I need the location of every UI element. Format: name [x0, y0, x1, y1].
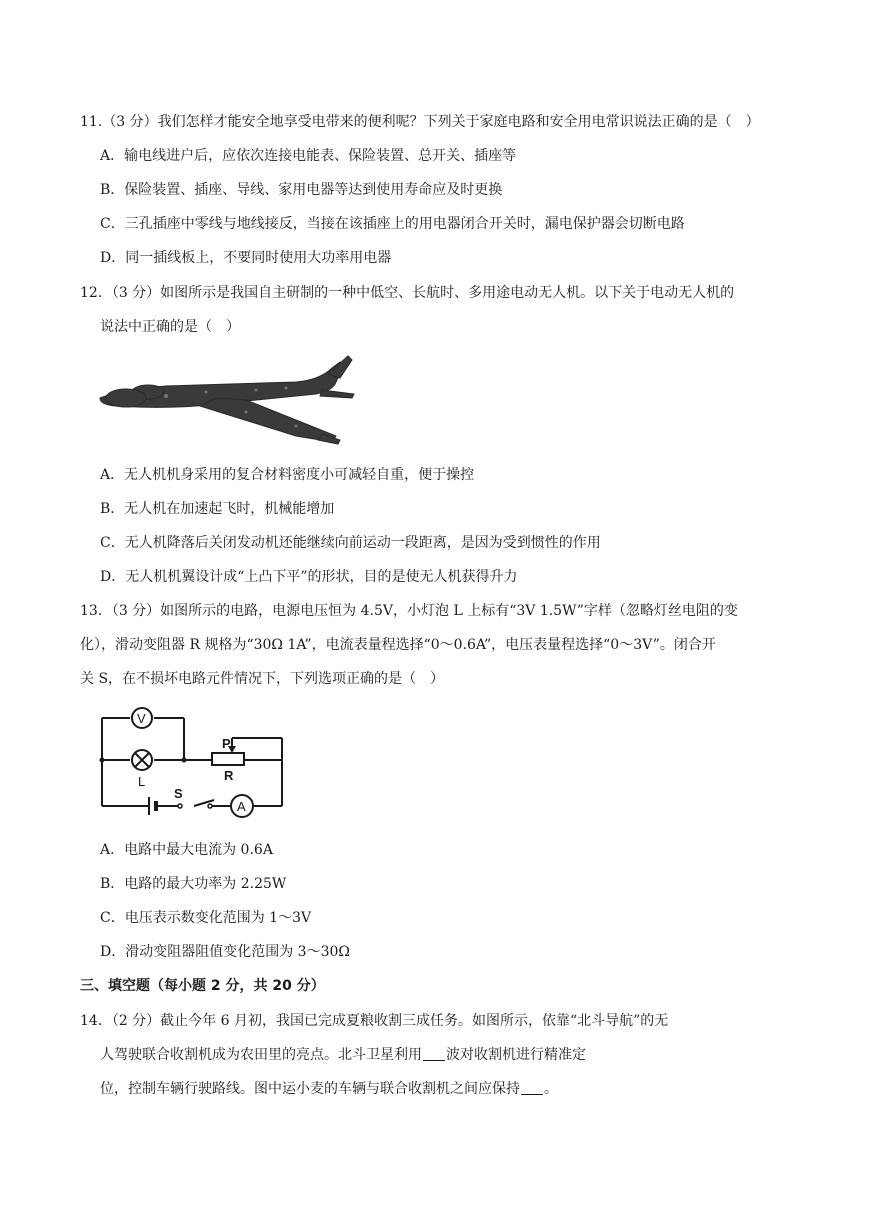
q11-option-a: A．输电线进户后，应依次连接电能表、保险装置、总开关、插座等 [100, 148, 517, 164]
q12-option-d: D．无人机机翼设计成“上凸下平”的形状，目的是使无人机获得升力 [100, 569, 518, 585]
q12-stem-line2: 说法中正确的是（ ） [100, 319, 240, 335]
q14-line3-text-a: 位，控制车辆行驶路线。图中运小麦的车辆与联合收割机之间应保持 [100, 1081, 520, 1097]
q12-option-a: A．无人机机身采用的复合材料密度小可减轻自重，便于操控 [100, 467, 475, 483]
switch-label: S [174, 786, 183, 801]
switch-contact [178, 804, 182, 808]
circuit-wires [102, 718, 282, 806]
answer-blank [521, 1080, 543, 1095]
rheostat-symbol [212, 753, 244, 765]
battery-symbol [149, 797, 156, 815]
rheostat-label: R [224, 768, 234, 783]
junction-dot [100, 758, 105, 763]
q13-option-d: D．滑动变阻器阻值变化范围为 3～30Ω [100, 944, 351, 960]
q11-option-d: D．同一插线板上，不要同时使用大功率用电器 [100, 250, 392, 266]
q14-line2-text-a: 人驾驶联合收割机成为农田里的亮点。北斗卫星利用 [100, 1047, 422, 1063]
q14-line1: 14．（2 分）截止今年 6 月初，我国已完成夏粮收割三成任务。如图所示，依靠“北斗导航”的无 [80, 1013, 669, 1029]
q14-line2 [100, 1045, 586, 1065]
lamp-label: L [138, 774, 146, 789]
q13-option-a: A．电路中最大电流为 0.6A [100, 842, 273, 858]
q11-option-b: B．保险装置、插座、导线、家用电器等达到使用寿命应及时更换 [100, 182, 503, 198]
drone-image [100, 356, 354, 444]
junction-dot [182, 758, 187, 763]
q11-option-c: C．三孔插座中零线与地线接反，当接在该插座上的用电器闭合开关时，漏电保护器会切断电路 [100, 216, 685, 232]
q12-option-c: C．无人机降落后关闭发动机还能继续向前运动一段距离，是因为受到惯性的作用 [100, 535, 601, 551]
q14-line3-text-b: 。 [544, 1081, 558, 1097]
switch-contact [208, 804, 212, 808]
q12-stem-line1: 12．（3 分）如图所示是我国自主研制的一种中低空、长航时、多用途电动无人机。以下关于电动无人机的 [80, 285, 735, 301]
q14-line3 [100, 1079, 558, 1099]
q12-option-b: B．无人机在加速起飞时，机械能增加 [100, 501, 335, 517]
drone-figure [96, 352, 358, 448]
ammeter-label: A [237, 799, 246, 814]
q13-stem-line2: 化），滑动变阻器 R 规格为“30Ω 1A”，电流表量程选择“0～0.6A”，电压表量程选择“0～3V”。闭合开 [80, 637, 716, 653]
q13-stem-line1: 13．（3 分）如图所示的电路，电源电压恒为 4.5V，小灯泡 L 上标有“3V 1.5W”字样（忽略灯丝电阻的变 [80, 603, 738, 619]
answer-blank [423, 1046, 445, 1061]
slider-label: P [222, 736, 231, 751]
circuit-diagram [96, 706, 292, 818]
q13-option-c: C．电压表示数变化范围为 1～3V [100, 910, 312, 926]
lamp-symbol [132, 750, 152, 770]
q13-stem-line3: 关 S，在不损坏电路元件情况下，下列选项正确的是（ ） [80, 671, 445, 687]
q11-stem: 11.（3 分）我们怎样才能安全地享受电带来的便利呢？下列关于家庭电路和安全用电常识说法正确的是（ ） [80, 114, 760, 130]
section-title: 三、填空题（每小题 2 分，共 20 分） [80, 978, 325, 994]
voltmeter-label: V [137, 711, 146, 726]
q13-option-b: B．电路的最大功率为 2.25W [100, 876, 287, 892]
q14-line2-text-b: 波对收割机进行精准定 [446, 1047, 586, 1063]
